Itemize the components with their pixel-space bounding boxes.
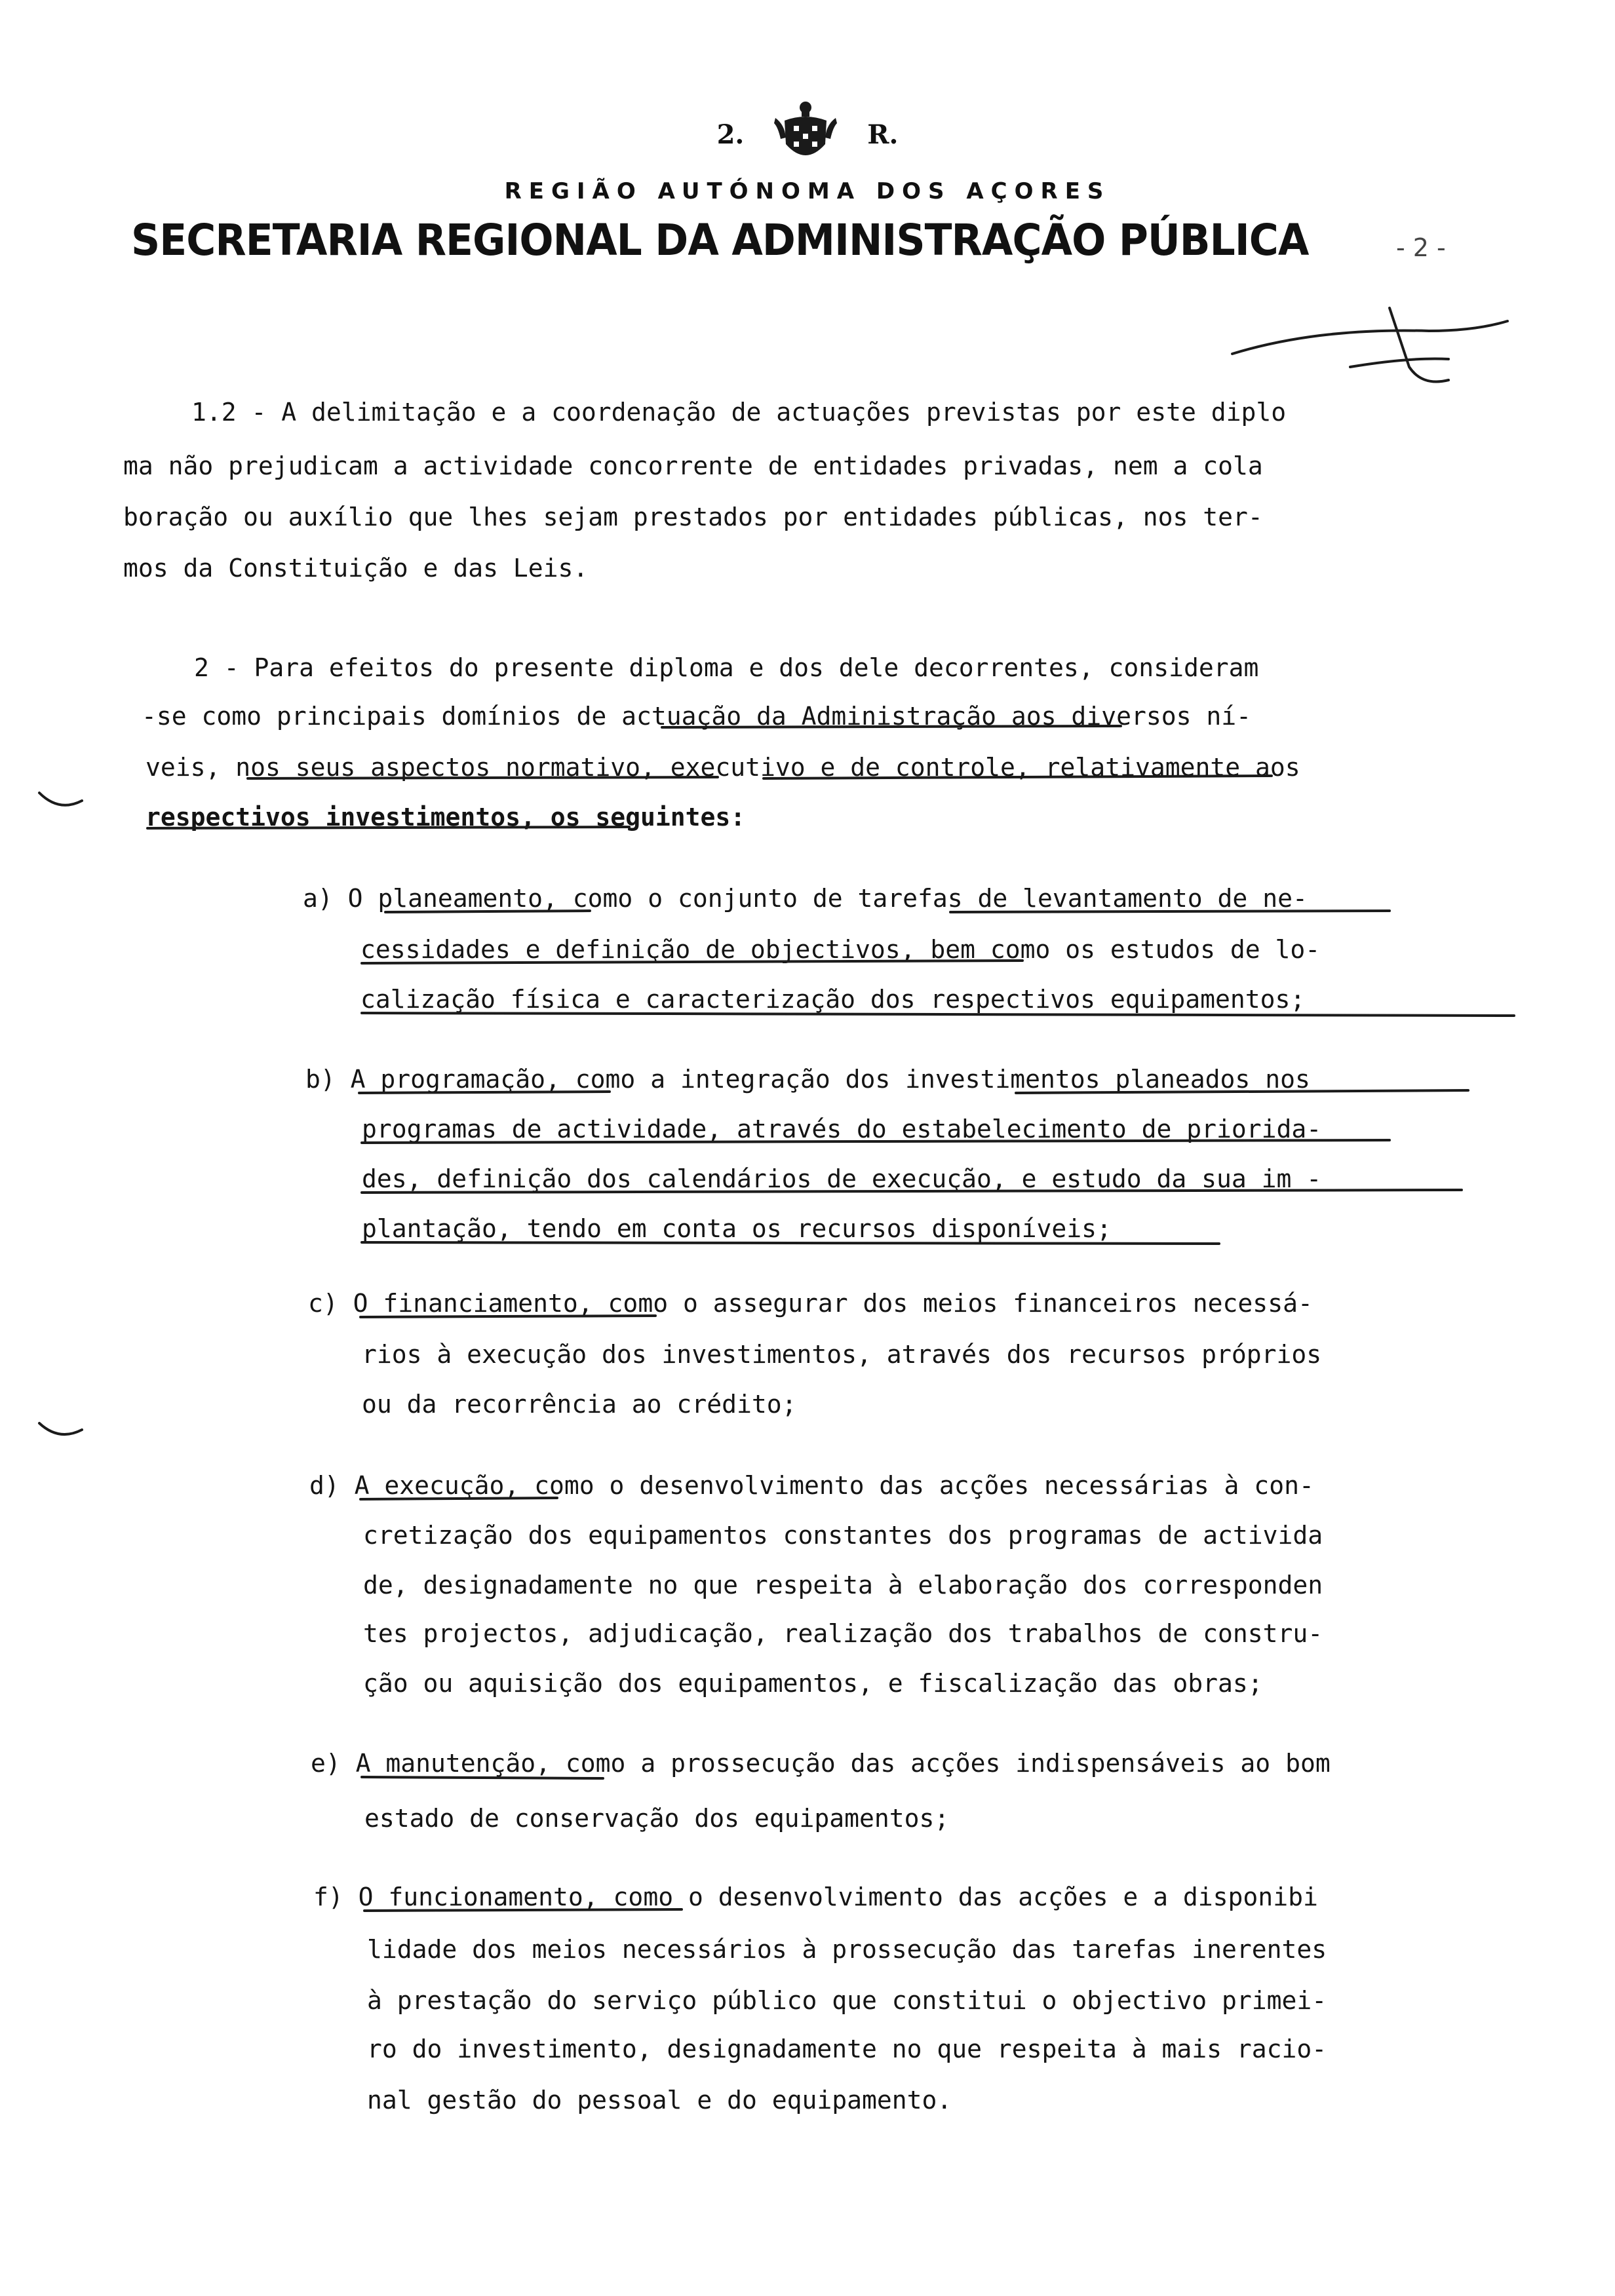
letterhead-top [0,98,1615,170]
text-line: estado de conservação dos equipamentos; [364,1804,950,1833]
text-line: rios à execução dos investimentos, através dos recursos próprios [362,1340,1322,1369]
text-line: d) A execução, como o desenvolvimento das acções necessárias à con- [309,1471,1314,1500]
text-line: des, definição dos calendários de execução, e estudo da sua im - [362,1164,1322,1193]
text-line: c) O financiamento, como o assegurar dos meios financeiros necessá- [308,1289,1313,1318]
text-line: 1.2 - A delimitação e a coordenação de actuações previstas por este diplo [191,398,1287,427]
letterhead-region: REGIÃO AUTÓNOMA DOS AÇORES [504,178,1111,204]
text-line: de, designadamente no que respeita à elaboração dos corresponden [363,1571,1323,1599]
text-line: à prestação do serviço público que constitui o objectivo primei- [367,1986,1327,2015]
text-line: -se como principais domínios de actuação da Administração aos diversos ní- [142,702,1251,731]
text-line: ro do investimento, designadamente no que respeita à mais racio- [367,2035,1327,2063]
text-line: mos da Constituição e das Leis. [123,554,589,583]
text-line: cessidades e definição de objectivos, bem como os estudos de lo- [360,935,1321,964]
text-line: calização física e caracterização dos respectivos equipamentos; [360,985,1306,1014]
text-line: ma não prejudicam a actividade concorrente de entidades privadas, nem a cola [123,451,1263,480]
text-line: nal gestão do pessoal e do equipamento. [367,2086,952,2114]
text-line: 2 - Para efeitos do presente diploma e dos dele decorrentes, consideram [194,653,1259,682]
text-line: lidade dos meios necessários à prossecução das tarefas inerentes [367,1935,1327,1964]
text-line: tes projectos, adjudicação, realização dos trabalhos de constru- [363,1619,1323,1648]
text-line: boração ou auxílio que lhes sejam prestados por entidades públicas, nos ter- [123,503,1263,531]
text-line: e) A manutenção, como a prossecução das acções indispensáveis ao bom [311,1749,1331,1778]
text-line: programas de actividade, através do estabelecimento de priorida- [362,1115,1322,1143]
text-line: b) A programação, como a integração dos investimentos planeados nos [305,1065,1310,1094]
text-line: a) O planeamento, como o conjunto de tarefas de levantamento de ne- [303,884,1308,913]
coat-of-arms-icon [773,98,838,170]
letterhead-right-mark: R. [867,119,899,150]
text-line: cretização dos equipamentos constantes dos programas de activida [363,1521,1323,1550]
text-line: plantação, tendo em conta os recursos disponíveis; [362,1214,1112,1243]
letterhead-secretaria: SECRETARIA REGIONAL DA ADMINISTRAÇÃO PÚBLICA [131,215,1309,265]
text-line: f) O funcionamento, como o desenvolvimento das acções e a disponibi [313,1883,1318,1911]
text-line: veis, nos seus aspectos normativo, executivo e de controle, relativamente aos [146,753,1300,782]
text-line: ou da recorrência ao crédito; [362,1390,797,1419]
letterhead-left-mark: 2. [716,119,745,150]
initials-mark [1232,308,1508,382]
text-line: respectivos investimentos, os seguintes: [146,803,746,832]
page-number: - 2 - [1396,233,1446,262]
text-line: ção ou aquisição dos equipamentos, e fiscalização das obras; [363,1669,1263,1698]
